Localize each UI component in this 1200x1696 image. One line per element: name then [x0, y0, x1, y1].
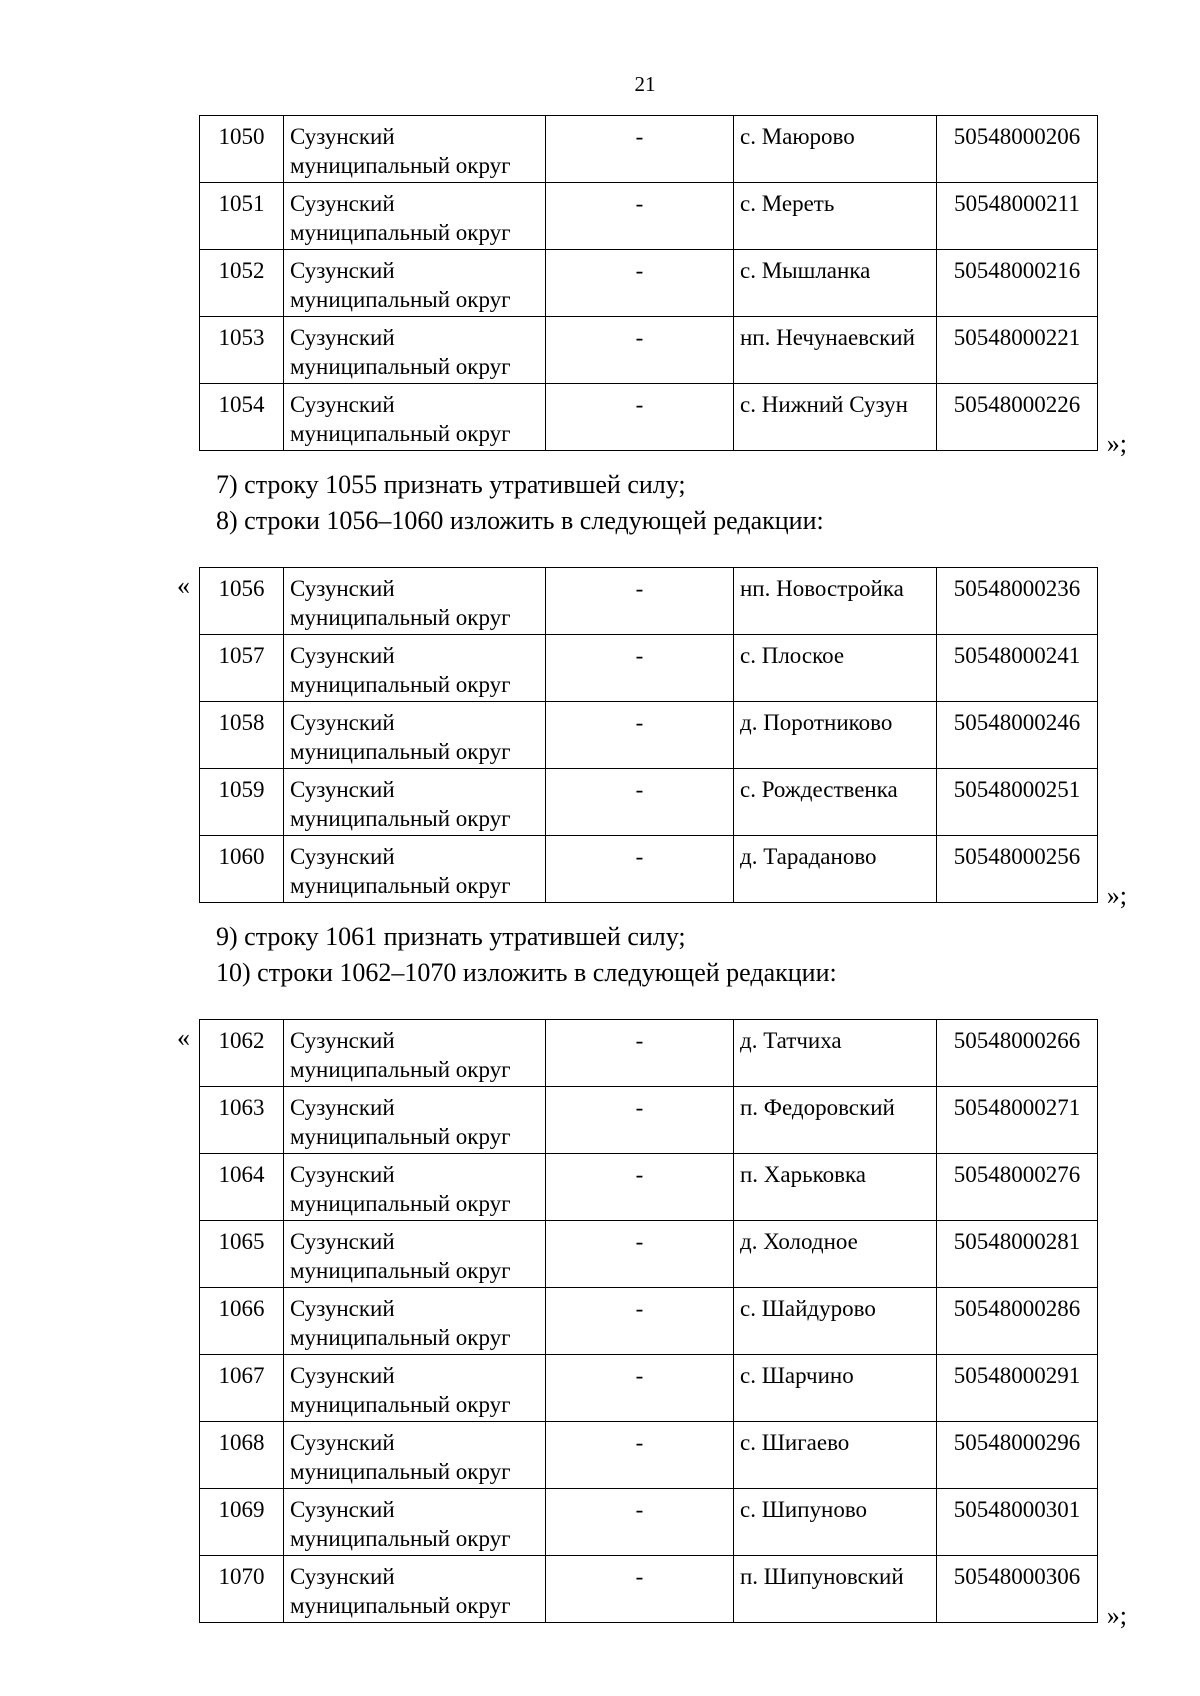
municipality-cell: Сузунский муниципальный округ: [284, 1288, 546, 1355]
municipality-cell: Сузунский муниципальный округ: [284, 769, 546, 836]
table-row: [200, 1489, 1098, 1556]
locality-name-cell: д. Поротниково: [734, 702, 937, 769]
row-number-cell: 1056: [200, 568, 284, 635]
locality-name-cell: нп. Новостройка: [734, 568, 937, 635]
table-block-2: [177, 567, 1127, 910]
table-row: [200, 1020, 1098, 1087]
row-number-cell: 1052: [200, 250, 284, 317]
table-row: [200, 836, 1098, 903]
row-number-cell: 1070: [200, 1556, 284, 1623]
table-row: [200, 635, 1098, 702]
oktmo-code-cell: 50548000226: [937, 384, 1098, 451]
locality-name-cell: с. Шигаево: [734, 1422, 937, 1489]
table-row: [200, 183, 1098, 250]
table-row: [200, 568, 1098, 635]
locality-name-cell: с. Мышланка: [734, 250, 937, 317]
table-row: [200, 769, 1098, 836]
table-row: [200, 1288, 1098, 1355]
settlement-cell: -: [546, 836, 734, 903]
row-number-cell: 1053: [200, 317, 284, 384]
settlement-cell: -: [546, 1556, 734, 1623]
municipality-cell: Сузунский муниципальный округ: [284, 1154, 546, 1221]
table-row: [200, 250, 1098, 317]
row-number-cell: 1062: [200, 1020, 284, 1087]
oktmo-code-cell: 50548000286: [937, 1288, 1098, 1355]
locality-name-cell: с. Нижний Сузун: [734, 384, 937, 451]
municipality-cell: Сузунский муниципальный округ: [284, 317, 546, 384]
settlement-cell: -: [546, 1020, 734, 1087]
settlement-cell: -: [546, 384, 734, 451]
table-row: [200, 1355, 1098, 1422]
settlement-cell: -: [546, 1221, 734, 1288]
row-number-cell: 1060: [200, 836, 284, 903]
municipality-cell: Сузунский муниципальный округ: [284, 836, 546, 903]
paragraph-9: 9) строку 1061 признать утратившей силу;: [216, 922, 686, 951]
table-block-1: [199, 115, 1127, 458]
oktmo-code-cell: 50548000291: [937, 1355, 1098, 1422]
row-number-cell: 1050: [200, 116, 284, 183]
municipality-cell: Сузунский муниципальный округ: [284, 568, 546, 635]
paragraph-8: 8) строки 1056–1060 изложить в следующей редакции:: [216, 506, 824, 535]
oktmo-code-cell: 50548000246: [937, 702, 1098, 769]
settlement-cell: -: [546, 1422, 734, 1489]
opening-quote: «: [177, 1023, 190, 1052]
locality-name-cell: п. Шипуновский: [734, 1556, 937, 1623]
table-row: [200, 1087, 1098, 1154]
municipality-cell: Сузунский муниципальный округ: [284, 1020, 546, 1087]
locality-name-cell: д. Татчиха: [734, 1020, 937, 1087]
oktmo-code-cell: 50548000256: [937, 836, 1098, 903]
locality-name-cell: п. Харьковка: [734, 1154, 937, 1221]
paragraph-7: 7) строку 1055 признать утратившей силу;: [216, 470, 686, 499]
table-block-3: [177, 1019, 1127, 1630]
settlement-cell: -: [546, 568, 734, 635]
municipality-cell: Сузунский муниципальный округ: [284, 1422, 546, 1489]
settlements-table: [199, 115, 1098, 451]
page-number: 21: [634, 72, 656, 96]
municipality-cell: Сузунский муниципальный округ: [284, 116, 546, 183]
row-number-cell: 1051: [200, 183, 284, 250]
municipality-cell: Сузунский муниципальный округ: [284, 635, 546, 702]
settlement-cell: -: [546, 250, 734, 317]
settlement-cell: -: [546, 1355, 734, 1422]
municipality-cell: Сузунский муниципальный округ: [284, 384, 546, 451]
settlement-cell: -: [546, 702, 734, 769]
settlements-table: [199, 1019, 1098, 1623]
locality-name-cell: с. Шипуново: [734, 1489, 937, 1556]
locality-name-cell: с. Плоское: [734, 635, 937, 702]
closing-quote: »;: [1106, 1601, 1127, 1630]
table-row: [200, 384, 1098, 451]
row-number-cell: 1058: [200, 702, 284, 769]
settlement-cell: -: [546, 317, 734, 384]
opening-quote: «: [177, 571, 190, 600]
municipality-cell: Сузунский муниципальный округ: [284, 1489, 546, 1556]
oktmo-code-cell: 50548000276: [937, 1154, 1098, 1221]
oktmo-code-cell: 50548000266: [937, 1020, 1098, 1087]
locality-name-cell: с. Шарчино: [734, 1355, 937, 1422]
table-row: [200, 116, 1098, 183]
settlement-cell: -: [546, 769, 734, 836]
municipality-cell: Сузунский муниципальный округ: [284, 1355, 546, 1422]
table-row: [200, 317, 1098, 384]
locality-name-cell: д. Тараданово: [734, 836, 937, 903]
closing-quote: »;: [1106, 429, 1127, 458]
row-number-cell: 1057: [200, 635, 284, 702]
oktmo-code-cell: 50548000271: [937, 1087, 1098, 1154]
table-row: [200, 1154, 1098, 1221]
row-number-cell: 1065: [200, 1221, 284, 1288]
settlement-cell: -: [546, 1288, 734, 1355]
municipality-cell: Сузунский муниципальный округ: [284, 250, 546, 317]
row-number-cell: 1067: [200, 1355, 284, 1422]
oktmo-code-cell: 50548000206: [937, 116, 1098, 183]
settlement-cell: -: [546, 1154, 734, 1221]
oktmo-code-cell: 50548000296: [937, 1422, 1098, 1489]
municipality-cell: Сузунский муниципальный округ: [284, 183, 546, 250]
settlement-cell: -: [546, 1489, 734, 1556]
row-number-cell: 1066: [200, 1288, 284, 1355]
row-number-cell: 1069: [200, 1489, 284, 1556]
locality-name-cell: п. Федоровский: [734, 1087, 937, 1154]
locality-name-cell: с. Рождественка: [734, 769, 937, 836]
locality-name-cell: с. Шайдурово: [734, 1288, 937, 1355]
table-row: [200, 1422, 1098, 1489]
municipality-cell: Сузунский муниципальный округ: [284, 1556, 546, 1623]
table-row: [200, 1556, 1098, 1623]
row-number-cell: 1059: [200, 769, 284, 836]
table-row: [200, 1221, 1098, 1288]
oktmo-code-cell: 50548000241: [937, 635, 1098, 702]
oktmo-code-cell: 50548000236: [937, 568, 1098, 635]
oktmo-code-cell: 50548000301: [937, 1489, 1098, 1556]
closing-quote: »;: [1106, 881, 1127, 910]
oktmo-code-cell: 50548000281: [937, 1221, 1098, 1288]
row-number-cell: 1054: [200, 384, 284, 451]
table-row: [200, 702, 1098, 769]
settlement-cell: -: [546, 116, 734, 183]
oktmo-code-cell: 50548000221: [937, 317, 1098, 384]
locality-name-cell: с. Мереть: [734, 183, 937, 250]
oktmo-code-cell: 50548000251: [937, 769, 1098, 836]
row-number-cell: 1068: [200, 1422, 284, 1489]
locality-name-cell: д. Холодное: [734, 1221, 937, 1288]
row-number-cell: 1063: [200, 1087, 284, 1154]
municipality-cell: Сузунский муниципальный округ: [284, 702, 546, 769]
settlement-cell: -: [546, 635, 734, 702]
locality-name-cell: нп. Нечунаевский: [734, 317, 937, 384]
paragraph-10: 10) строки 1062–1070 изложить в следующей редакции:: [216, 958, 837, 987]
settlement-cell: -: [546, 1087, 734, 1154]
oktmo-code-cell: 50548000211: [937, 183, 1098, 250]
municipality-cell: Сузунский муниципальный округ: [284, 1087, 546, 1154]
oktmo-code-cell: 50548000216: [937, 250, 1098, 317]
municipality-cell: Сузунский муниципальный округ: [284, 1221, 546, 1288]
row-number-cell: 1064: [200, 1154, 284, 1221]
settlements-table: [199, 567, 1098, 903]
settlement-cell: -: [546, 183, 734, 250]
locality-name-cell: с. Маюрово: [734, 116, 937, 183]
oktmo-code-cell: 50548000306: [937, 1556, 1098, 1623]
